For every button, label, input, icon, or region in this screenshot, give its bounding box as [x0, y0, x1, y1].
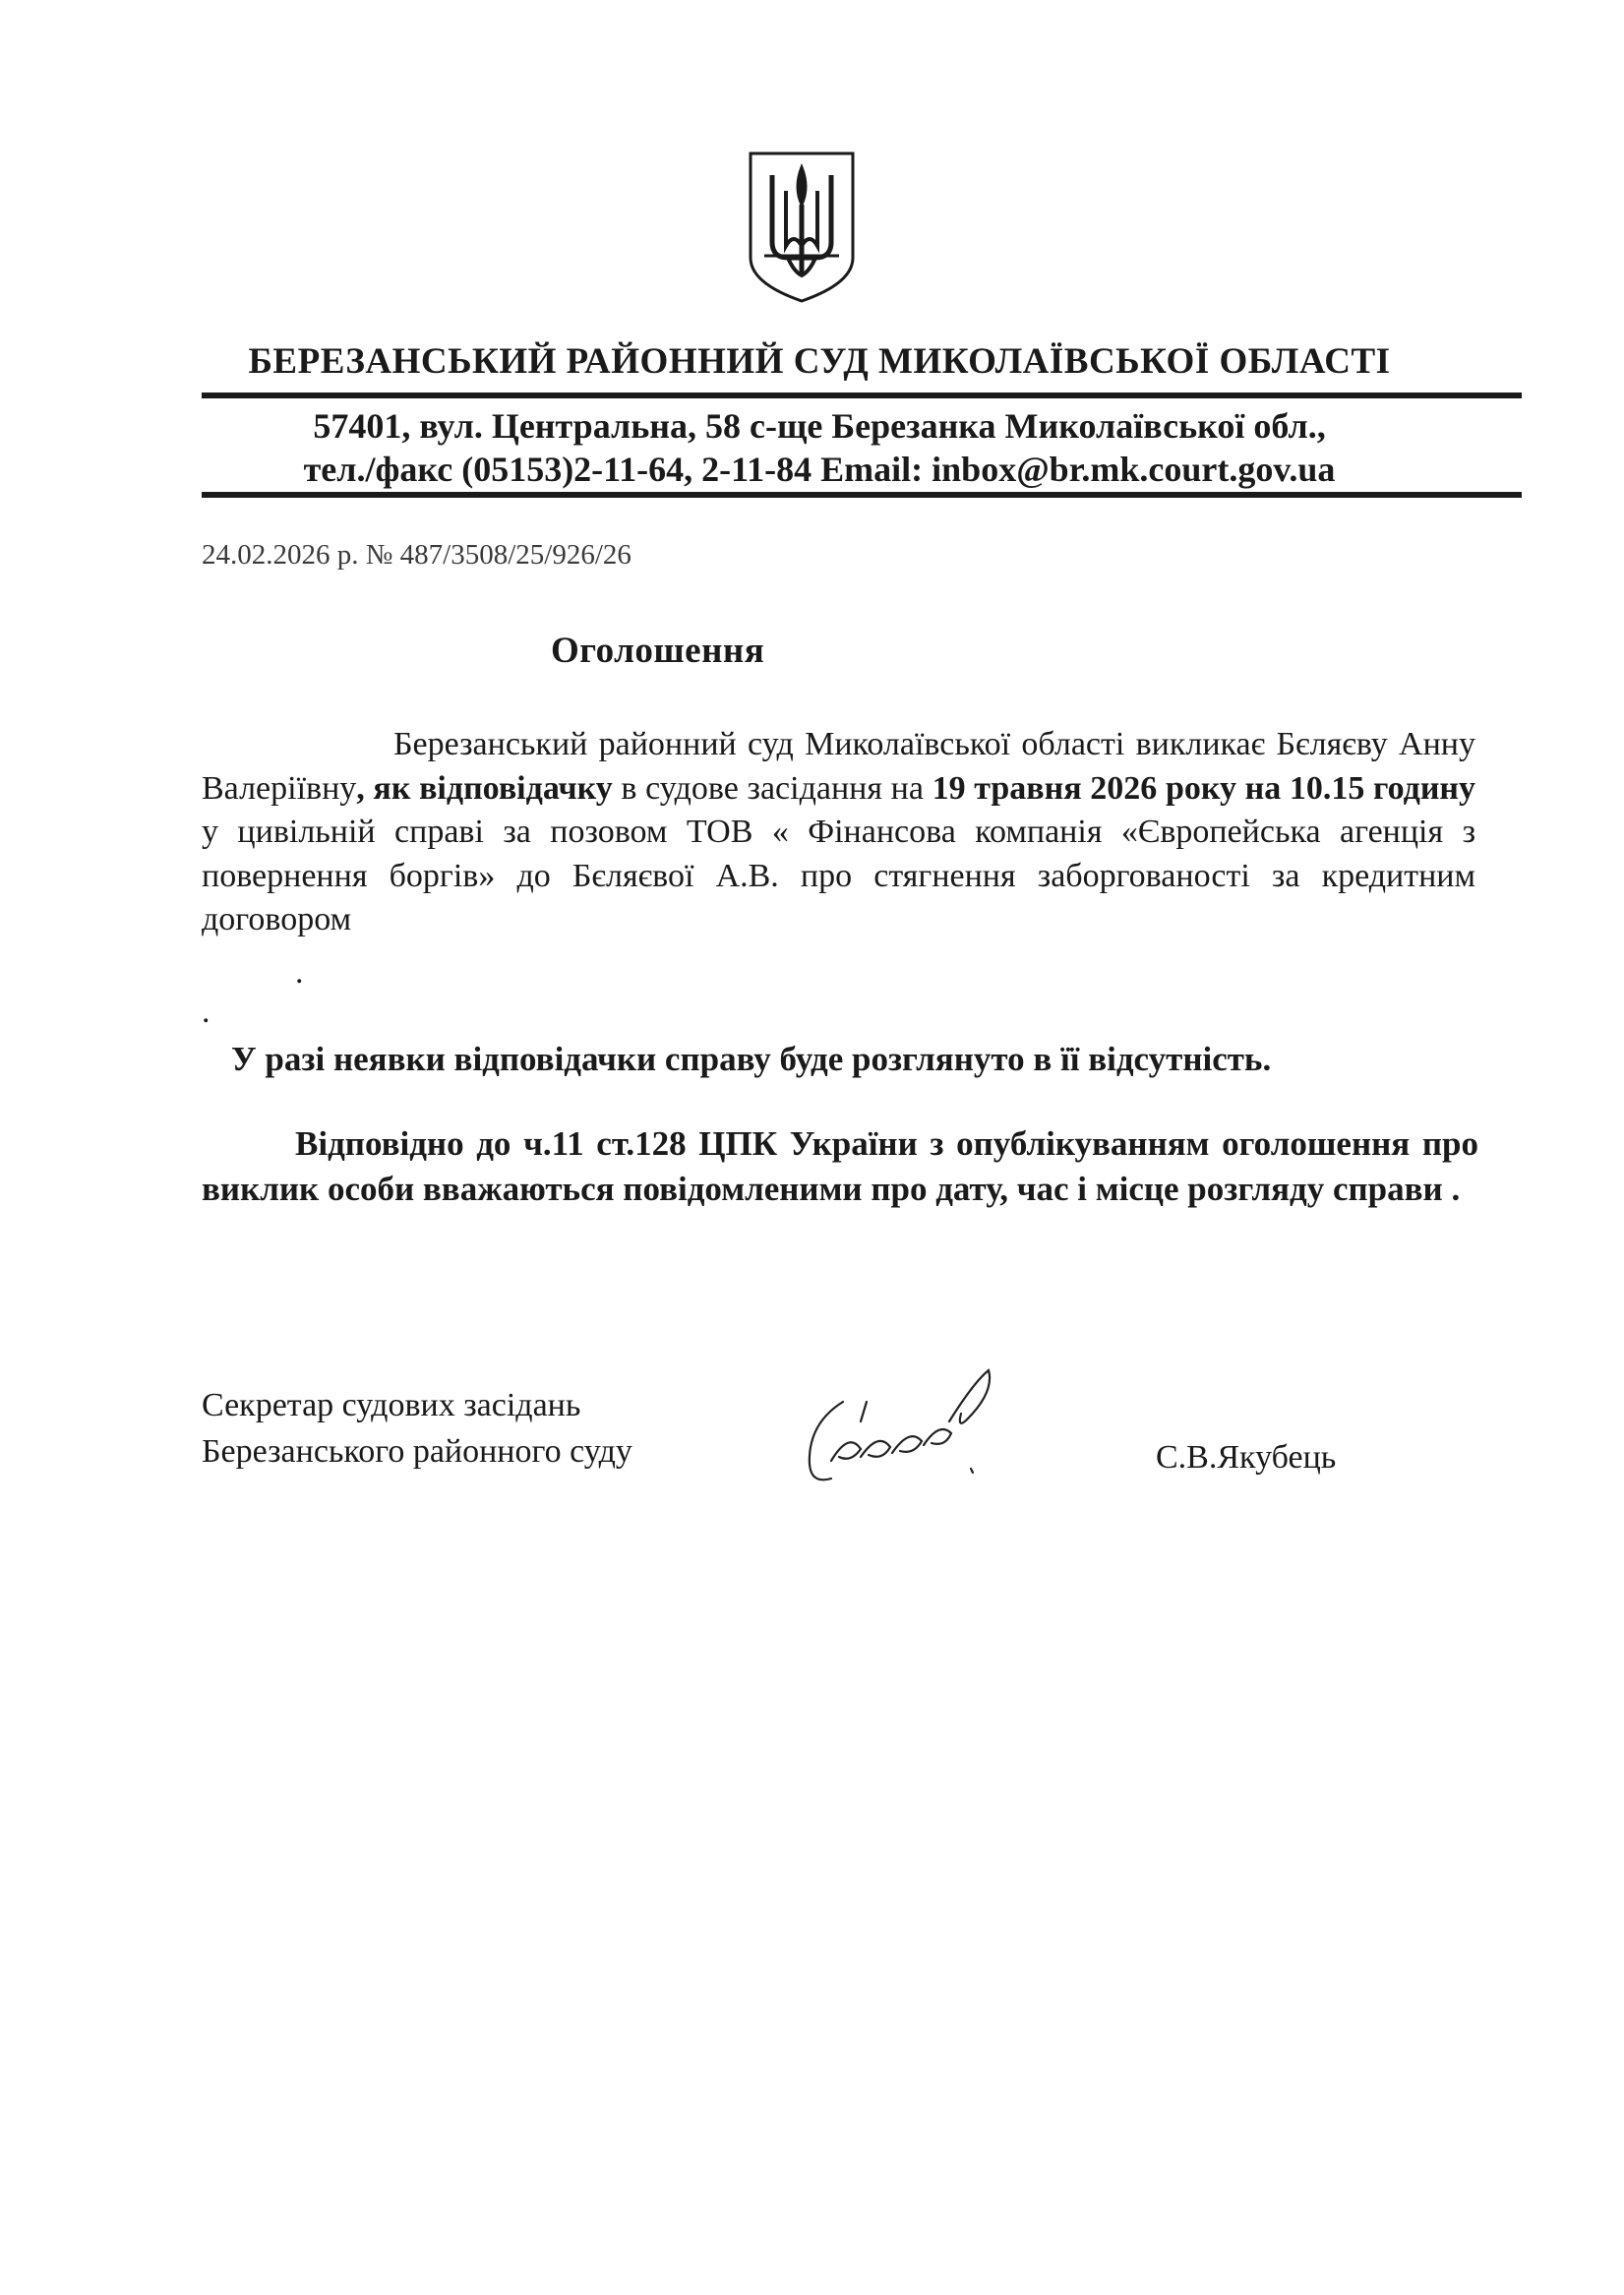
- body-part-2: , як відповідачку: [356, 769, 613, 807]
- announcement-body: [202, 723, 1475, 942]
- signatory-court: Березанського районного суду: [202, 1433, 632, 1470]
- stray-dot: .: [295, 954, 304, 991]
- tryzub-icon: [743, 148, 861, 305]
- header-rule-bottom: [202, 492, 1522, 498]
- legal-notice: [202, 1121, 1478, 1211]
- header-rule-top: [202, 393, 1522, 398]
- signer-name: С.В.Якубець: [1156, 1439, 1337, 1476]
- document-title: Оголошення: [551, 631, 765, 671]
- court-name: БЕРЕЗАНСЬКИЙ РАЙОННИЙ СУД МИКОЛАЇВСЬКОЇ ОБЛАСТІ: [248, 341, 1391, 382]
- hearing-date: 19 травня 2026 року на 10.15 годину: [932, 769, 1476, 807]
- court-contacts: тел./факс (05153)2-11-64, 2-11-84 Email: inbox@br.mk.court.gov.ua: [303, 450, 1336, 489]
- signatory-position: Секретар судових засідань: [202, 1387, 581, 1423]
- reference-number: 24.02.2026 р. № 487/3508/25/926/26: [202, 539, 632, 571]
- legal-notice-text: Відповідно до ч.11 ст.128 ЦПК України з опублікуванням оголошення про виклик особи вважаються повідомленими про дату, час і місце розгляду справи .: [202, 1124, 1478, 1208]
- body-part-5: у цивільній справі за позовом ТОВ « Фінансова компанія «Європейська агенція з повернення боргів» до Бєляєвої А.В. про стягнення заборгованості за кредитним договором: [202, 814, 1475, 937]
- body-part-3: в судове засідання на: [612, 769, 932, 807]
- court-address: 57401, вул. Центральна, 58 с-ще Березанка Миколаївської обл.,: [313, 406, 1326, 446]
- handwritten-signature: [792, 1362, 1048, 1500]
- stray-dot: .: [202, 994, 211, 1030]
- body-part-1: Березанський районний суд Миколаївської області викликає Бєляєву Анну Валеріївну: [202, 726, 1475, 807]
- absence-warning: У разі неявки відповідачки справу буде розглянуто в її відсутність.: [231, 1040, 1272, 1078]
